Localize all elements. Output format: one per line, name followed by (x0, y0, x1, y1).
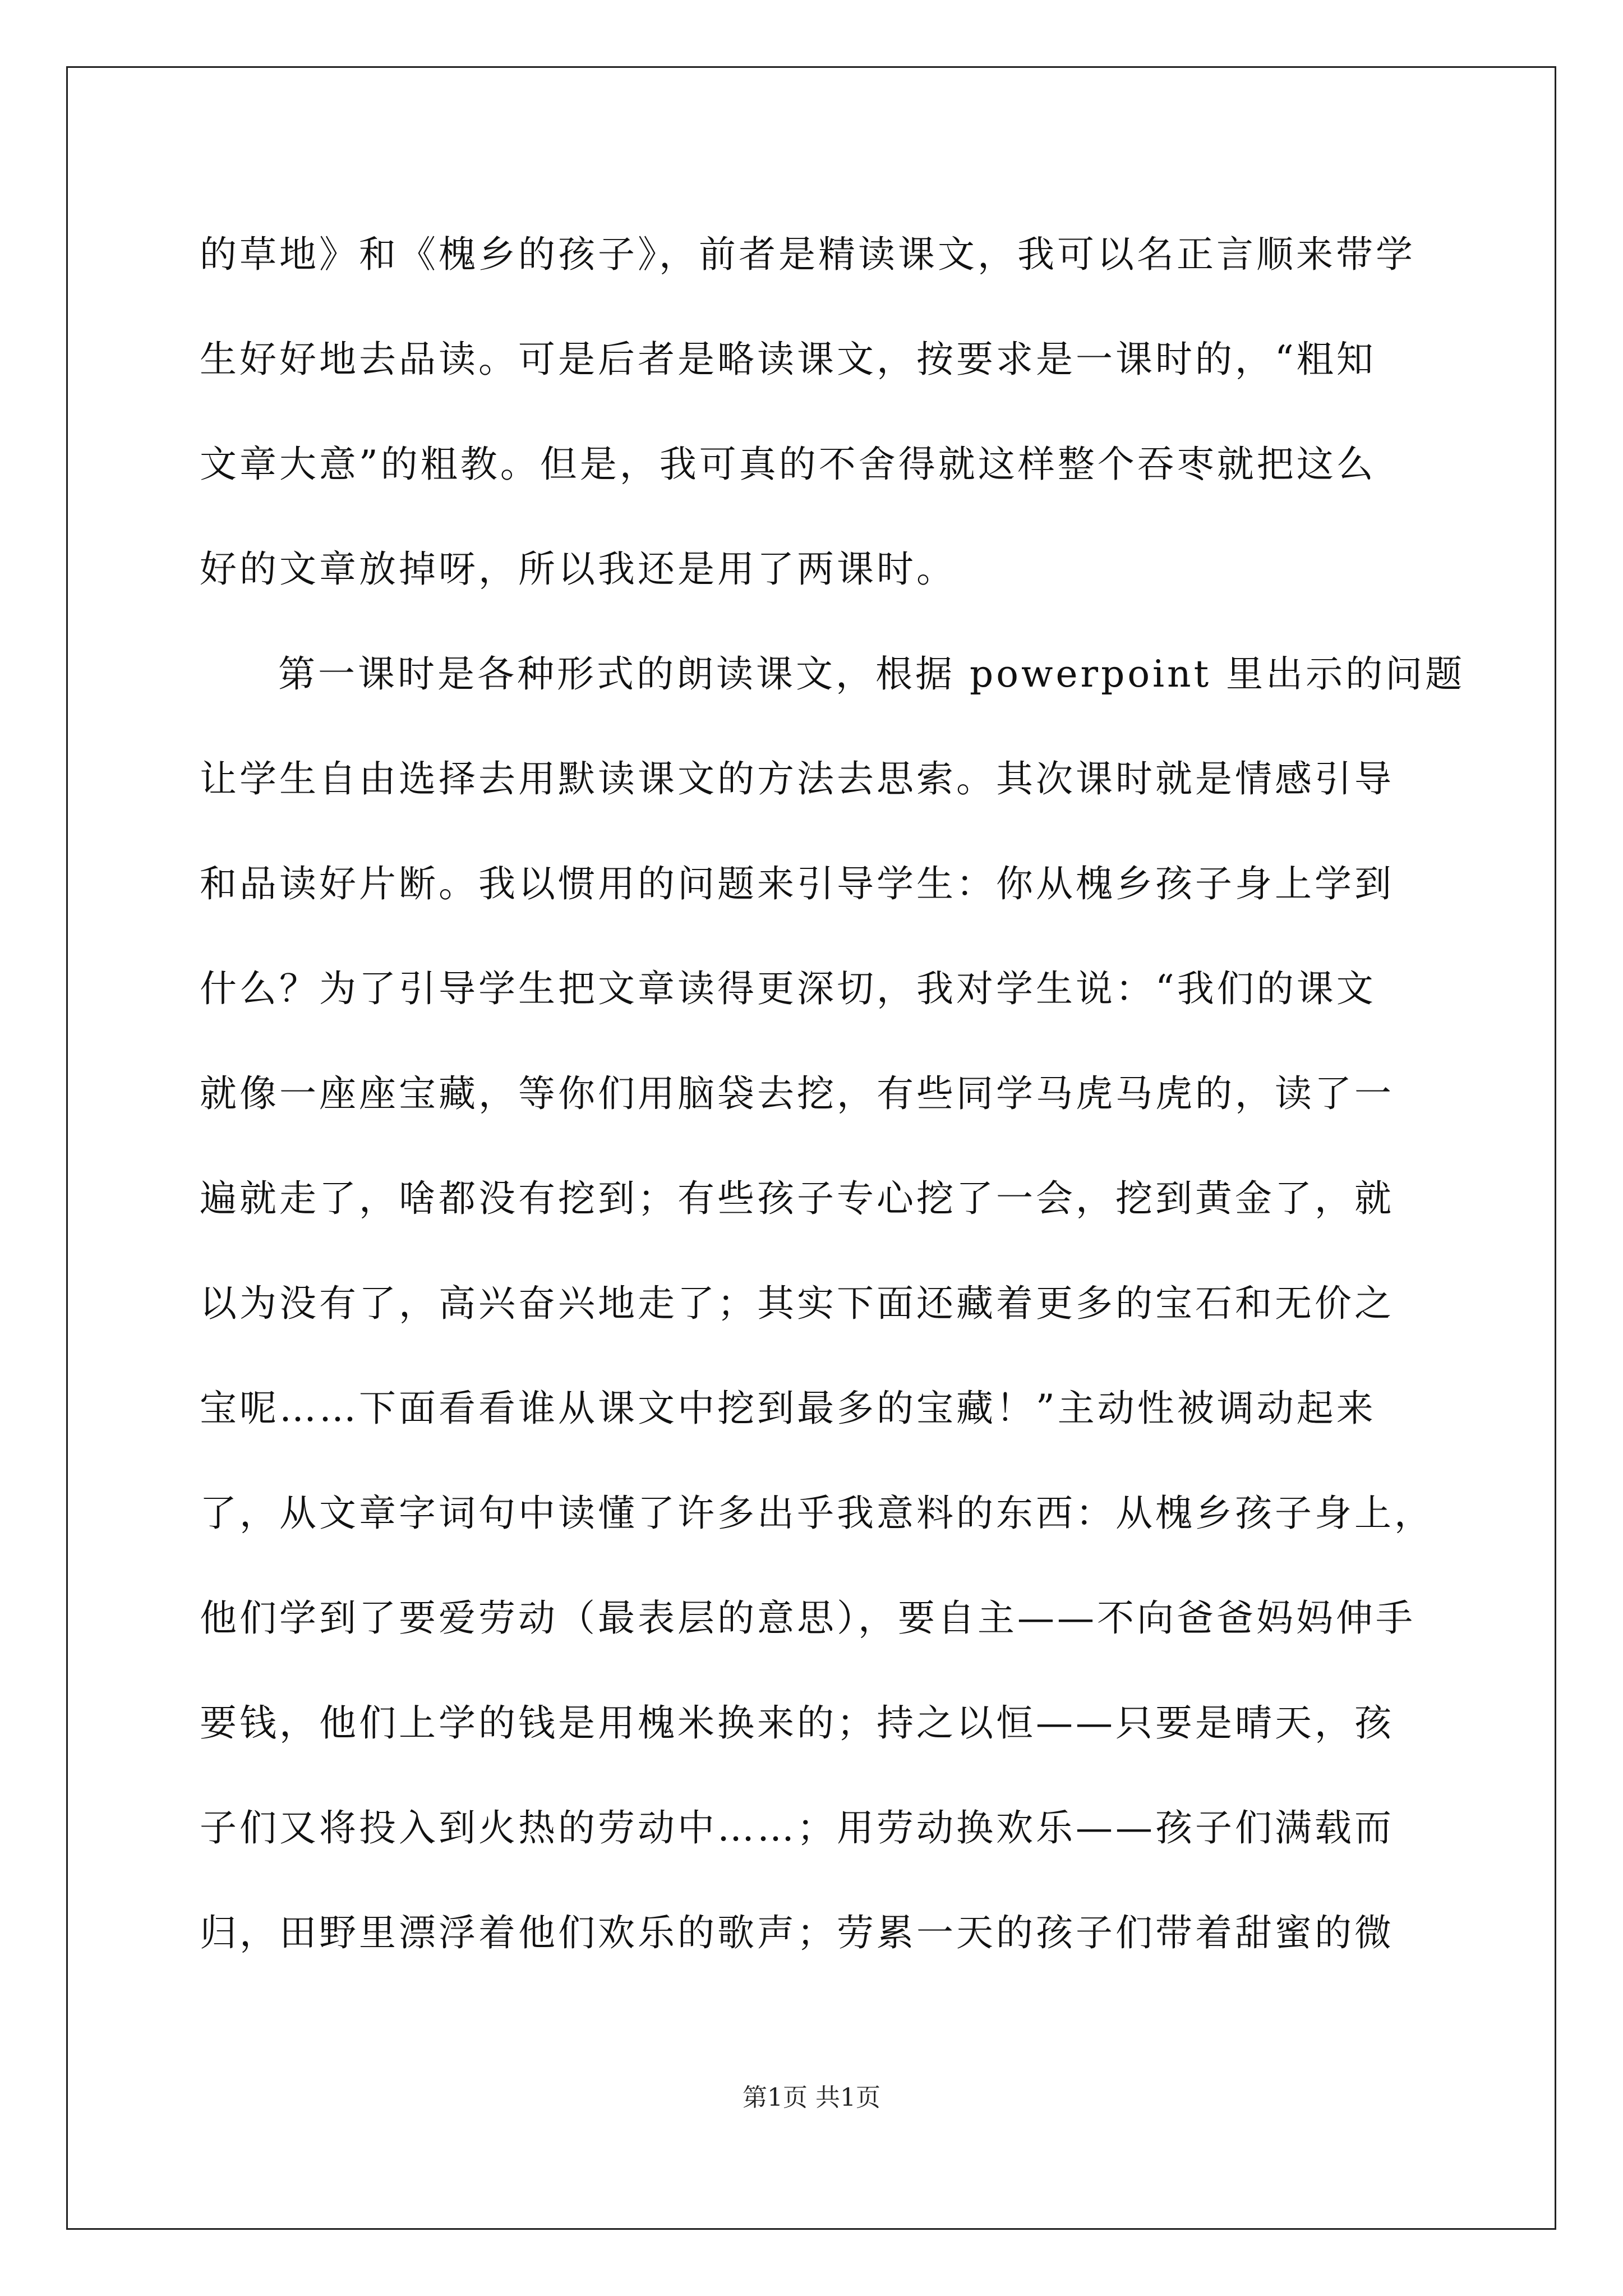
text-line: 什么？为了引导学生把文章读得更深切，我对学生说：“我们的课文 (200, 967, 1376, 1010)
text-line: 以为没有了，高兴奋兴地走了；其实下面还藏着更多的宝石和无价之 (200, 1282, 1394, 1325)
document-body (200, 202, 1465, 1985)
text-line: 第一课时是各种形式的朗读课文，根据 powerpoint 里出示的问题 (278, 652, 1465, 696)
paragraph (200, 202, 1433, 622)
text-line: 他们学到了要爱劳动（最表层的意思），要自主——不向爸爸妈妈伸手 (200, 1596, 1415, 1640)
text-line: 遍就走了，啥都没有挖到；有些孩子专心挖了一会，挖到黄金了，就 (200, 1177, 1394, 1220)
text-line: 子们又将投入到火热的劳动中……；用劳动换欢乐——孩子们满载而 (200, 1806, 1394, 1849)
text-line: 了，从文章字词句中读懂了许多出乎我意料的东西：从槐乡孩子身上， (200, 1492, 1434, 1535)
text-line: 文章大意”的粗教。但是，我可真的不舍得就这样整个吞枣就把这么 (200, 443, 1376, 486)
text-line: 好的文章放掉呀，所以我还是用了两课时。 (200, 547, 956, 591)
text-line: 让学生自由选择去用默读课文的方法去思索。其次课时就是情感引导 (200, 757, 1394, 800)
text-line: 要钱，他们上学的钱是用槐米换来的；持之以恒——只要是晴天，孩 (200, 1701, 1394, 1745)
page-footer: 第1页 共1页 (743, 2083, 880, 2112)
paragraph (200, 622, 1465, 1985)
text-line: 归，田野里漂浮着他们欢乐的歌声；劳累一天的孩子们带着甜蜜的微 (200, 1911, 1394, 1954)
text-line: 的草地》和《槐乡的孩子》，前者是精读课文，我可以名正言顺来带学 (200, 233, 1415, 276)
text-line: 生好好地去品读。可是后者是略读课文，按要求是一课时的，“粗知 (200, 338, 1376, 381)
text-line: 就像一座座宝藏，等你们用脑袋去挖，有些同学马虎马虎的，读了一 (200, 1072, 1394, 1115)
text-line: 宝呢……下面看看谁从课文中挖到最多的宝藏！”主动性被调动起来 (200, 1387, 1376, 1430)
text-line: 和品读好片断。我以惯用的问题来引导学生：你从槐乡孩子身上学到 (200, 862, 1394, 905)
